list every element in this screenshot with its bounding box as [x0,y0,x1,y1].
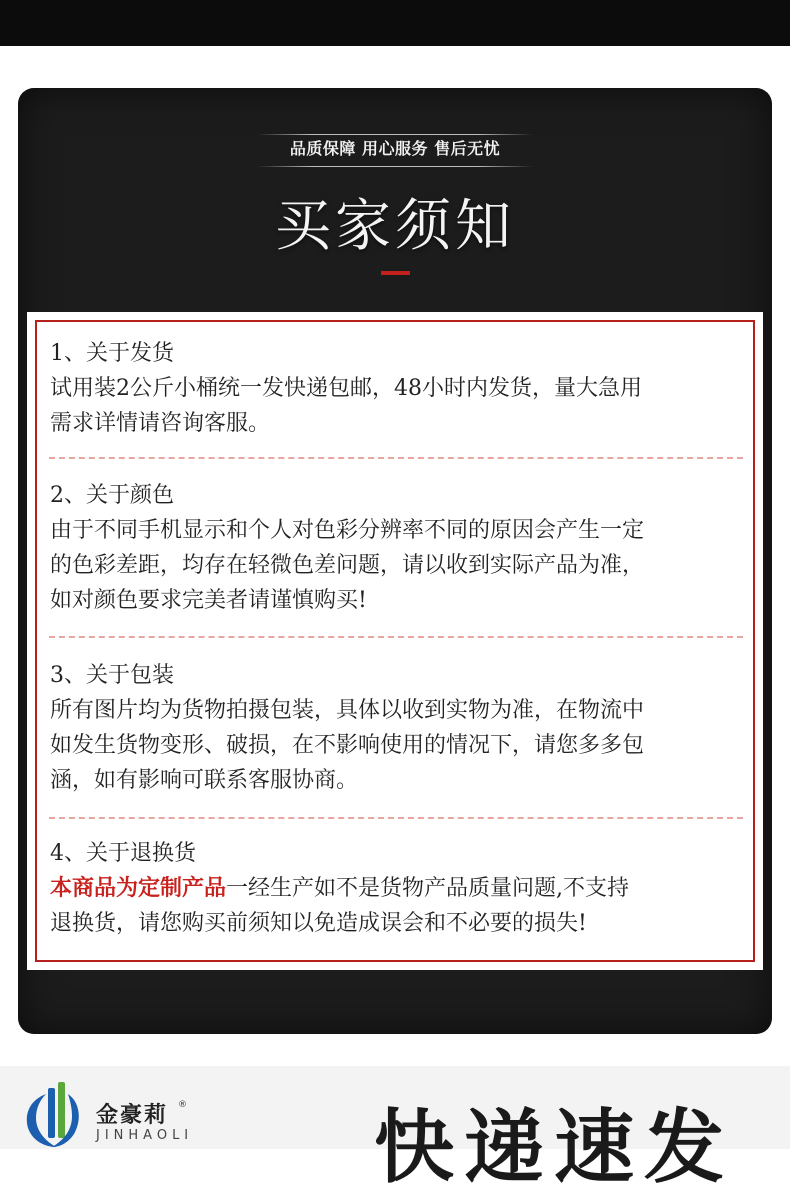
notice-line: 退换货，请您购买前须知以免造成误会和不必要的损失! [50,911,587,936]
section-divider [49,636,743,638]
brand-name: 金豪莉 [96,1103,169,1128]
footer-banner-text: 快递速发 [374,1101,734,1194]
notice-line: 所有图片均为货物拍摄包装，具体以收到实物为准，在物流中 [50,698,645,723]
registered-mark: ® [178,1100,187,1110]
section-divider [49,817,743,819]
notice-heading: 2、关于颜色 [50,483,174,508]
notice-section-color [50,478,750,618]
notice-section-packaging [50,658,750,798]
notice-heading: 4、关于退换货 [50,841,196,866]
notice-line: 由于不同手机显示和个人对色彩分辨率不同的原因会产生一定 [50,518,645,543]
section-divider [49,457,743,459]
notice-section-returns [50,836,750,941]
notice-line: 涵，如有影响可联系客服协商。 [50,768,359,793]
notice-line [50,871,750,906]
notice-heading: 3、关于包装 [50,663,174,688]
slogan-divider-bottom [257,166,533,167]
slogan-wrap [0,132,790,163]
brand-pinyin: JINHAOLI [96,1128,194,1143]
custom-product-highlight: 本商品为定制产品 [50,875,227,901]
notice-section-shipping [50,336,750,441]
notice-heading: 1、关于发货 [50,341,174,366]
page-title: 买家须知 [275,194,515,259]
notice-line: 如发生货物变形、破损，在不影响使用的情况下，请您多多包 [50,733,645,758]
title-accent-bar [381,271,410,275]
notice-line: 需求详情请咨询客服。 [50,411,271,436]
notice-line: 试用装2公斤小桶统一发快递包邮，48小时内发货，量大急用 [50,376,642,401]
notice-line-rest: 一经生产如不是货物产品质量问题,不支持 [226,876,630,901]
notice-line: 如对颜色要求完美者请谨慎购买! [50,588,367,613]
brand-logo-icon [22,1080,84,1149]
top-dark-bar [0,0,790,46]
notice-line: 的色彩差距，均存在轻微色差问题，请以收到实际产品为准， [50,553,645,578]
notice-panel [27,312,763,970]
slogan-text: 品质保障 用心服务 售后无忧 [289,139,501,158]
